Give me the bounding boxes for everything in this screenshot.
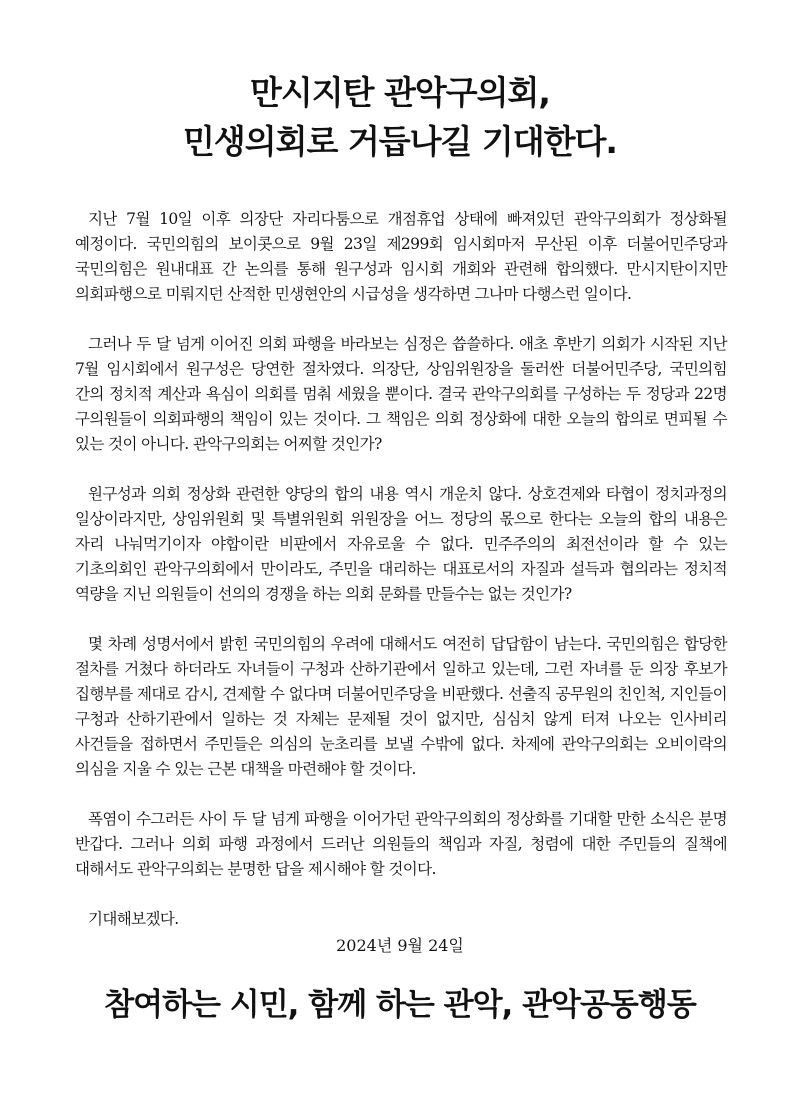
statement-body [75, 207, 727, 957]
paragraph-1: 지난 7월 10일 이후 의장단 자리다툼으로 개점휴업 상태에 빠져있던 관악구의회가 정상화될 예정이다. 국민의힘의 보이콧으로 9월 23일 제299회 임시회마저 무산된 이후 더불어민주당과 국민의힘은 원내대표 간 논의를 통해 원구성과 임시회 개회와 관련해 합의했다. 만시지탄이지만 의회파행으로 미뤄지던 산적한 민생현안의 시급성을 생각하면 그나마 다행스런 일이다. [75, 210, 727, 303]
signature-line: 참여하는 시민, 함께 하는 관악, 관악공동행동 [104, 987, 696, 1023]
paragraph-6: 기대해보겠다. [88, 910, 179, 928]
paragraph-5: 폭염이 수그러든 사이 두 달 넘게 파행을 이어가던 관악구의회의 정상화를 기대할 만한 소식은 분명 반갑다. 그러나 의회 파행 과정에서 드러난 의원들의 책임과 자질, 청렴에 대한 주민들의 질책에 대해서도 관악구의회는 분명한 답을 제시해야 할 것이다. [75, 810, 727, 878]
statement-date: 2024년 9월 24일 [336, 936, 464, 955]
title-line-2: 민생의회로 거듭나길 기대한다. [183, 122, 617, 161]
paragraph-4: 몇 차례 성명서에서 밝힌 국민의힘의 우려에 대해서도 여전히 답답함이 남는다. 국민의힘은 합당한 절차를 거쳤다 하더라도 자녀들이 구청과 산하기관에서 일하고 있는데, 그런 자녀를 둔 의장 후보가 집행부를 제대로 감시, 견제할 수 없다며 더불어민주당을 비판했다. 선출직 공무원의 친인척, 지인들이 구청과 산하기관에서 일하는 것 자체는 문제될 것이 없지만, 심심치 않게 터져 나오는 인사비리 사건들을 접하면서 주민들은 의심의 눈초리를 보낼 수밖에 없다. 차제에 관악구의회는 오비이락의 의심을 지울 수 있는 근본 대책을 마련해야 할 것이다. [75, 635, 727, 778]
paragraph-2: 그러나 두 달 넘게 이어진 의회 파행을 바라보는 심정은 씁쓸하다. 애초 후반기 의회가 시작된 지난 7월 임시회에서 원구성은 당연한 절차였다. 의장단, 상임위원장을 둘러싼 더불어민주당, 국민의힘 간의 정치적 계산과 욕심이 의회를 멈춰 세웠을 뿐이다. 결국 관악구의회를 구성하는 두 정당과 22명 구의원들이 의회파행의 책임이 있는 것이다. 그 책임은 의회 정상화에 대한 오늘의 합의로 면피될 수 있는 것이 아니다. 관악구의회는 어찌할 것인가? [75, 335, 727, 453]
paragraph-3: 원구성과 의회 정상화 관련한 양당의 합의 내용 역시 개운치 않다. 상호견제와 타협이 정치과정의 일상이라지만, 상임위원회 및 특별위원회 위원장을 어느 정당의 몫으로 한다는 오늘의 합의 내용은 자리 나눠먹기이자 야합이란 비판에서 자유로울 수 없다. 민주주의의 최전선이라 할 수 있는 기초의회인 관악구의회에서 만이라도, 주민을 대리하는 대표로서의 자질과 설득과 협의라는 정치적 역량을 지닌 의원들이 선의의 경쟁을 하는 의회 문화를 만들수는 없는 것인가? [75, 485, 727, 603]
title-line-1: 만시지탄 관악구의회, [250, 73, 550, 112]
